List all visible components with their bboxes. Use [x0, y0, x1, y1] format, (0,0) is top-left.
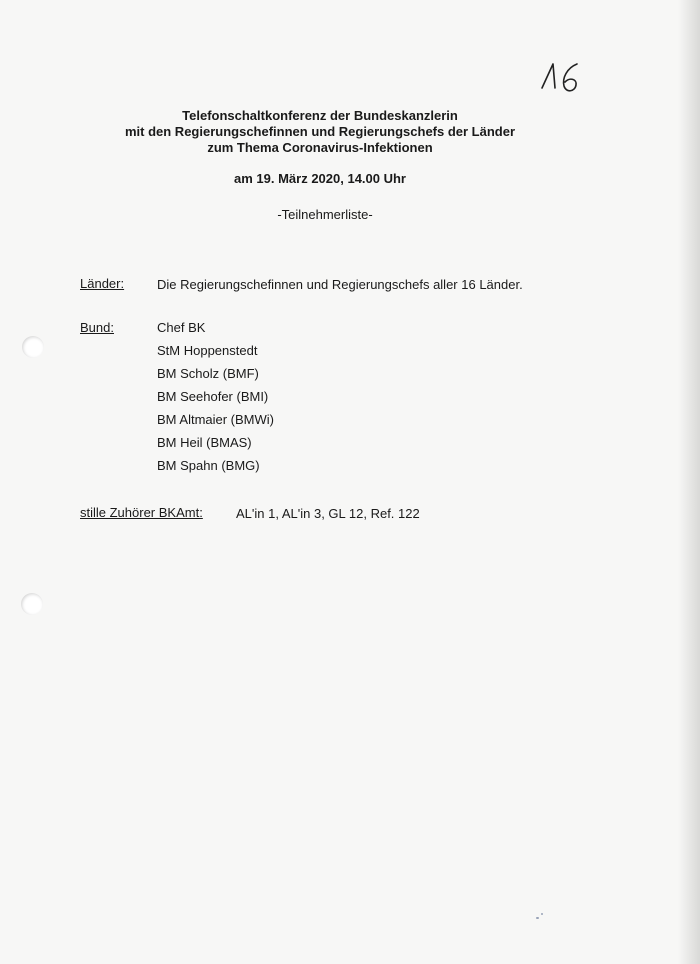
punch-hole-bottom [21, 593, 43, 615]
stille-zuhoerer-text: AL'in 1, AL'in 3, GL 12, Ref. 122 [236, 506, 420, 521]
list-item: BM Seehofer (BMI) [157, 389, 269, 404]
list-item: Chef BK [157, 320, 206, 335]
list-item: BM Spahn (BMG) [157, 458, 260, 473]
laender-text: Die Regierungschefinnen und Regierungschefs aller 16 Länder. [157, 277, 523, 292]
header-line-1: Telefonschaltkonferenz der Bundeskanzlerin [182, 108, 458, 123]
header-line-3: zum Thema Coronavirus-Infektionen [207, 140, 433, 155]
bund-participant-list [157, 320, 274, 481]
punch-hole-top [22, 336, 44, 358]
stille-zuhoerer-label: stille Zuhörer BKAmt: [80, 505, 203, 520]
list-item: BM Heil (BMAS) [157, 435, 252, 450]
meeting-date: am 19. März 2020, 14.00 Uhr [234, 171, 406, 186]
header-line-2: mit den Regierungschefinnen und Regierungschefs der Länder [124, 124, 516, 139]
participant-list-title: -Teilnehmerliste- [277, 207, 373, 222]
list-item: BM Altmaier (BMWi) [157, 412, 274, 427]
list-item: StM Hoppenstedt [157, 343, 258, 358]
laender-label: Länder: [80, 276, 125, 291]
page-edge-shadow [678, 0, 700, 964]
handwritten-page-number [540, 58, 586, 96]
bund-label: Bund: [80, 320, 114, 335]
list-item: BM Scholz (BMF) [157, 366, 259, 381]
scan-speck [536, 917, 539, 919]
scan-speck [541, 913, 543, 915]
document-header [100, 108, 540, 156]
